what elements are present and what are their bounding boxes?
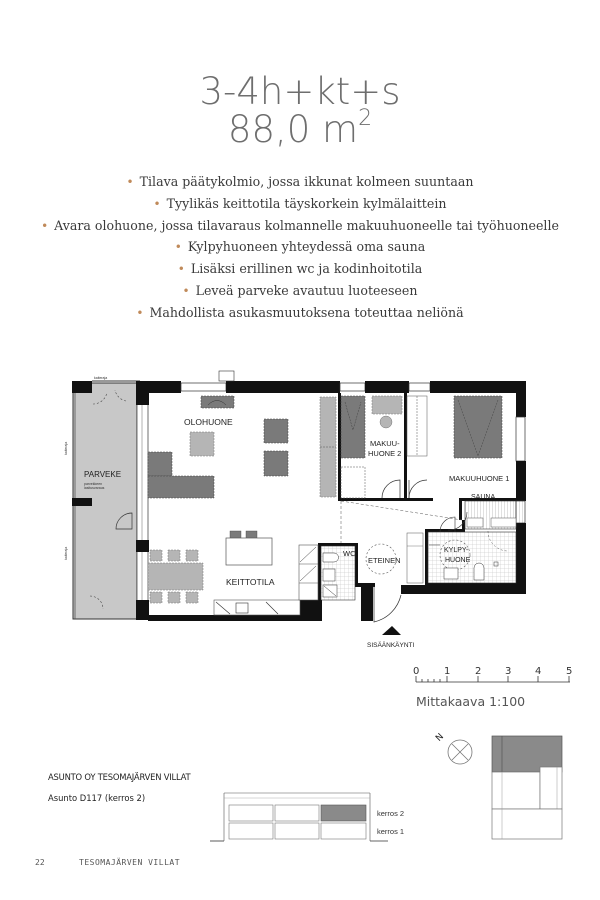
highlighted-apartment — [321, 805, 366, 821]
company-name: ASUNTO OY TESOMAJÄRVEN VILLAT — [48, 772, 191, 782]
feature-item — [0, 280, 600, 302]
bullet-icon: • — [182, 283, 190, 298]
bullet-icon: • — [136, 305, 144, 320]
room-label-parveke: PARVEKE — [84, 470, 122, 479]
scale-tick: 3 — [505, 666, 512, 677]
bullet-icon: • — [41, 218, 49, 233]
bedroom-1 — [407, 396, 509, 498]
feature-text: Leveä parveke avautuu luoteeseen — [195, 282, 418, 298]
scale-tick: 0 — [413, 666, 420, 677]
scale-tick: 1 — [444, 666, 451, 677]
bullet-icon: • — [177, 262, 185, 277]
feature-text: Lisäksi erillinen wc ja kodinhoitotila — [190, 261, 423, 277]
room-label-kylpyhuone: HUONE — [445, 557, 471, 564]
bullet-icon: • — [174, 240, 182, 255]
feature-item — [0, 193, 600, 215]
feature-text: Kylpyhuoneen yhteydessä oma sauna — [187, 239, 426, 255]
floor-plan — [0, 360, 600, 660]
room-label-makuuhuone2: MAKUU- — [370, 439, 400, 448]
living-room — [148, 396, 336, 498]
apartment-id: Asunto D117 (kerros 2) — [48, 793, 146, 803]
scale-tick: 4 — [535, 666, 542, 677]
scale-bar — [410, 662, 580, 690]
feature-item — [0, 258, 600, 280]
apartment-type-title: 3-4h+kt+s — [199, 70, 401, 113]
north-label: N — [434, 731, 447, 744]
page-number: 22 — [35, 858, 45, 867]
bedroom-2 — [341, 396, 402, 498]
room-label-olohuone: OLOHUONE — [184, 417, 233, 427]
floor-label: kerros 1 — [377, 827, 405, 836]
bullet-icon: • — [153, 196, 161, 211]
bullet-icon: • — [126, 175, 134, 189]
balcony-parveke — [64, 376, 140, 619]
rail-label: kaiteraja — [94, 376, 108, 380]
building-footprint — [492, 736, 562, 839]
entrance-marker — [367, 626, 415, 649]
scale-label: Mittakaava 1:100 — [416, 694, 526, 709]
feature-item — [0, 302, 600, 324]
feature-item — [0, 215, 600, 237]
apartment-area-title — [0, 108, 600, 151]
feature-list — [0, 171, 600, 324]
glass-wall — [136, 381, 149, 620]
scale-tick: 5 — [566, 666, 573, 677]
room-label-wc: WC — [343, 549, 356, 558]
entrance-arrow-icon — [382, 626, 401, 635]
room-label-eteinen: ETEINEN — [368, 556, 401, 565]
feature-text: Tyylikäs keittotila täyskorkein kylmälaittein — [166, 195, 447, 211]
room-label-makuuhuone1: MAKUUHUONE 1 — [449, 474, 510, 483]
entrance-label: SISÄÄNKÄYNTI — [367, 642, 415, 649]
room-label-makuuhuone2: HUONE 2 — [368, 449, 402, 458]
area-unit-superscript: 2 — [358, 106, 373, 131]
balcony-note: parvekkeen — [84, 482, 103, 486]
compass-icon — [434, 732, 472, 764]
feature-text: Avara olohuone, jossa tilavaraus kolmannelle makuuhuoneelle tai työhuoneelle — [54, 217, 559, 233]
scale-tick: 2 — [475, 666, 482, 677]
wc — [321, 546, 356, 600]
kitchen-keittotila — [148, 531, 318, 615]
balcony-note: lasitusvaraus — [84, 486, 105, 490]
site-plan — [430, 730, 570, 840]
feature-text: Tilava päätykolmio, jossa ikkunat kolmeen suuntaan — [139, 174, 474, 189]
area-value: 88,0 m — [227, 108, 359, 151]
publication-title: TESOMAJÄRVEN VILLAT — [79, 858, 181, 867]
room-label-keittotila: KEITTOTILA — [226, 577, 275, 587]
feature-item — [0, 236, 600, 258]
building-elevation — [210, 785, 410, 845]
room-label-sauna: SAUNA — [471, 494, 496, 501]
feature-text: Mahdollista asukasmuutoksena toteuttaa neliönä — [149, 304, 464, 320]
rail-label: kaiteraja — [64, 546, 68, 560]
feature-item — [0, 171, 600, 193]
rail-label: kaiteraja — [64, 441, 68, 455]
floor-label: kerros 2 — [377, 809, 405, 818]
room-label-kylpyhuone: KYLPY- — [444, 547, 469, 554]
